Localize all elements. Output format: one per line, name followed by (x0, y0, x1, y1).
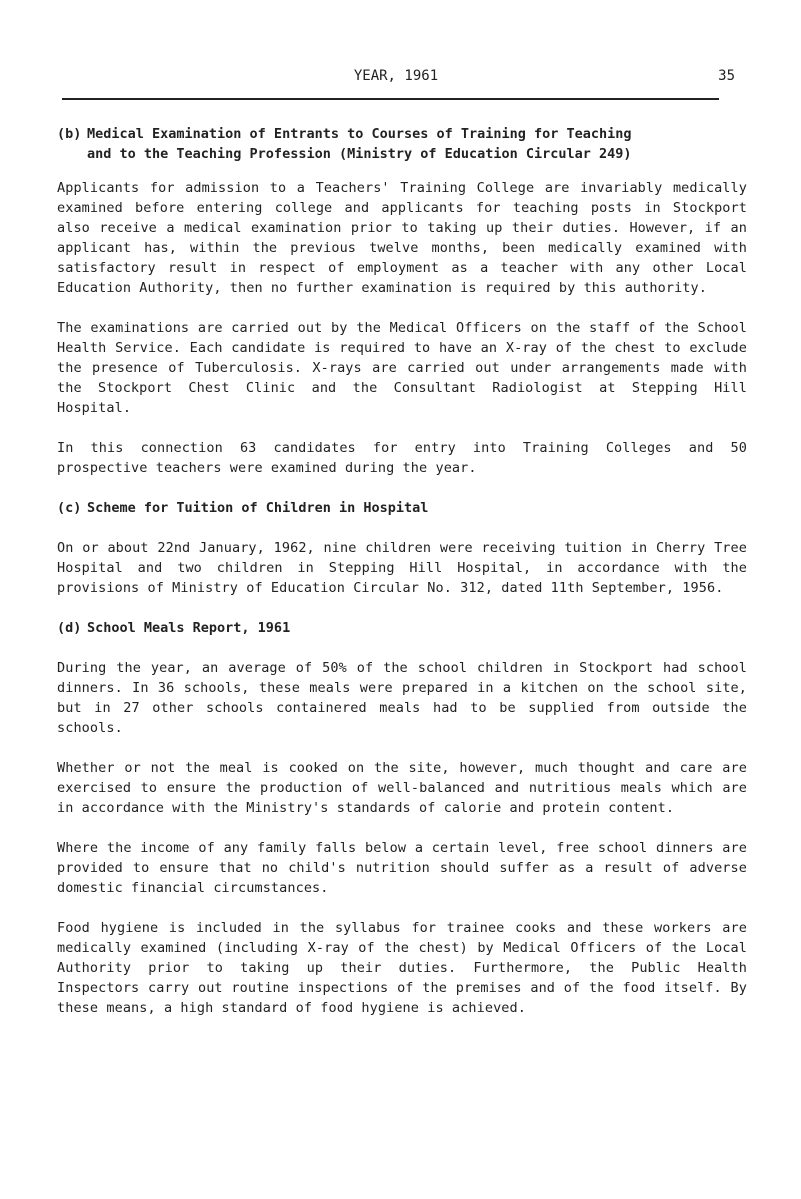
section-d-paragraph: Whether or not the meal is cooked on the site, however, much thought and care are exercised to ensure the production of well-balanced and nutritious meals which are in accordance with the Ministry's standards of calorie and protein content. (57, 760, 747, 816)
section-d-paragraph: Food hygiene is included in the syllabus for trainee cooks and these workers are medically examined (including X-ray of the chest) by Medical Officers of the Local Authority prior to taking up their duties. Furthermore, the Public Health Inspectors carry out routine inspections of the premises and of the food itself. By these means, a high standard of food hygiene is achieved. (57, 920, 747, 1016)
section-b-paragraph: Applicants for admission to a Teachers' Training College are invariably medically examined before entering college and applicants for teaching posts in Stockport also receive a medical examination prior to taking up their duties. However, if an applicant has, within the previous twelve months, been medically examined with satisfactory result in respect of employment as a teacher with any other Local Education Authority, then no further examination is required by this authority. (57, 180, 747, 296)
section-b-heading-line2: and to the Teaching Profession (Ministry of Education Circular 249) (87, 146, 632, 162)
page-number: 35 (718, 68, 735, 84)
section-b-heading (57, 124, 747, 144)
section-c-label: (c) (57, 500, 82, 516)
section-c-heading-text: Scheme for Tuition of Children in Hospital (87, 500, 429, 516)
section-c-paragraph: On or about 22nd January, 1962, nine children were receiving tuition in Cherry Tree Hospital and two children in Stepping Hill Hospital, in accordance with the provisions of Ministry of Education Circular No. 312, dated 11th September, 1956. (57, 540, 747, 596)
page-header (57, 68, 735, 92)
section-b (57, 124, 747, 478)
section-c (57, 498, 747, 598)
section-d-paragraph: During the year, an average of 50% of the school children in Stockport had school dinners. In 36 schools, these meals were prepared in a kitchen on the school site, but in 27 other schools containered meals had to be supplied from outside the schools. (57, 660, 747, 736)
section-b-paragraph: In this connection 63 candidates for entry into Training Colleges and 50 prospective teachers were examined during the year. (57, 440, 747, 476)
page-body (57, 124, 747, 1018)
header-rule (62, 98, 719, 100)
section-b-heading-line1: Medical Examination of Entrants to Courses of Training for Teaching (87, 126, 632, 142)
section-d-label: (d) (57, 620, 82, 636)
section-d-heading (57, 618, 747, 638)
section-c-heading (57, 498, 747, 518)
section-b-label: (b) (57, 126, 82, 142)
section-d-paragraph: Where the income of any family falls below a certain level, free school dinners are provided to ensure that no child's nutrition should suffer as a result of adverse domestic financial circumstances. (57, 840, 747, 896)
section-d (57, 618, 747, 1018)
page-header-title: YEAR, 1961 (353, 68, 439, 84)
section-d-heading-text: School Meals Report, 1961 (87, 620, 291, 636)
section-b-paragraph: The examinations are carried out by the Medical Officers on the staff of the School Health Service. Each candidate is required to have an X-ray of the chest to exclude the presence of Tuberculosis. X-rays are carried out under arrangements made with the Stockport Chest Clinic and the Consultant Radiologist at Stepping Hill Hospital. (57, 320, 747, 416)
